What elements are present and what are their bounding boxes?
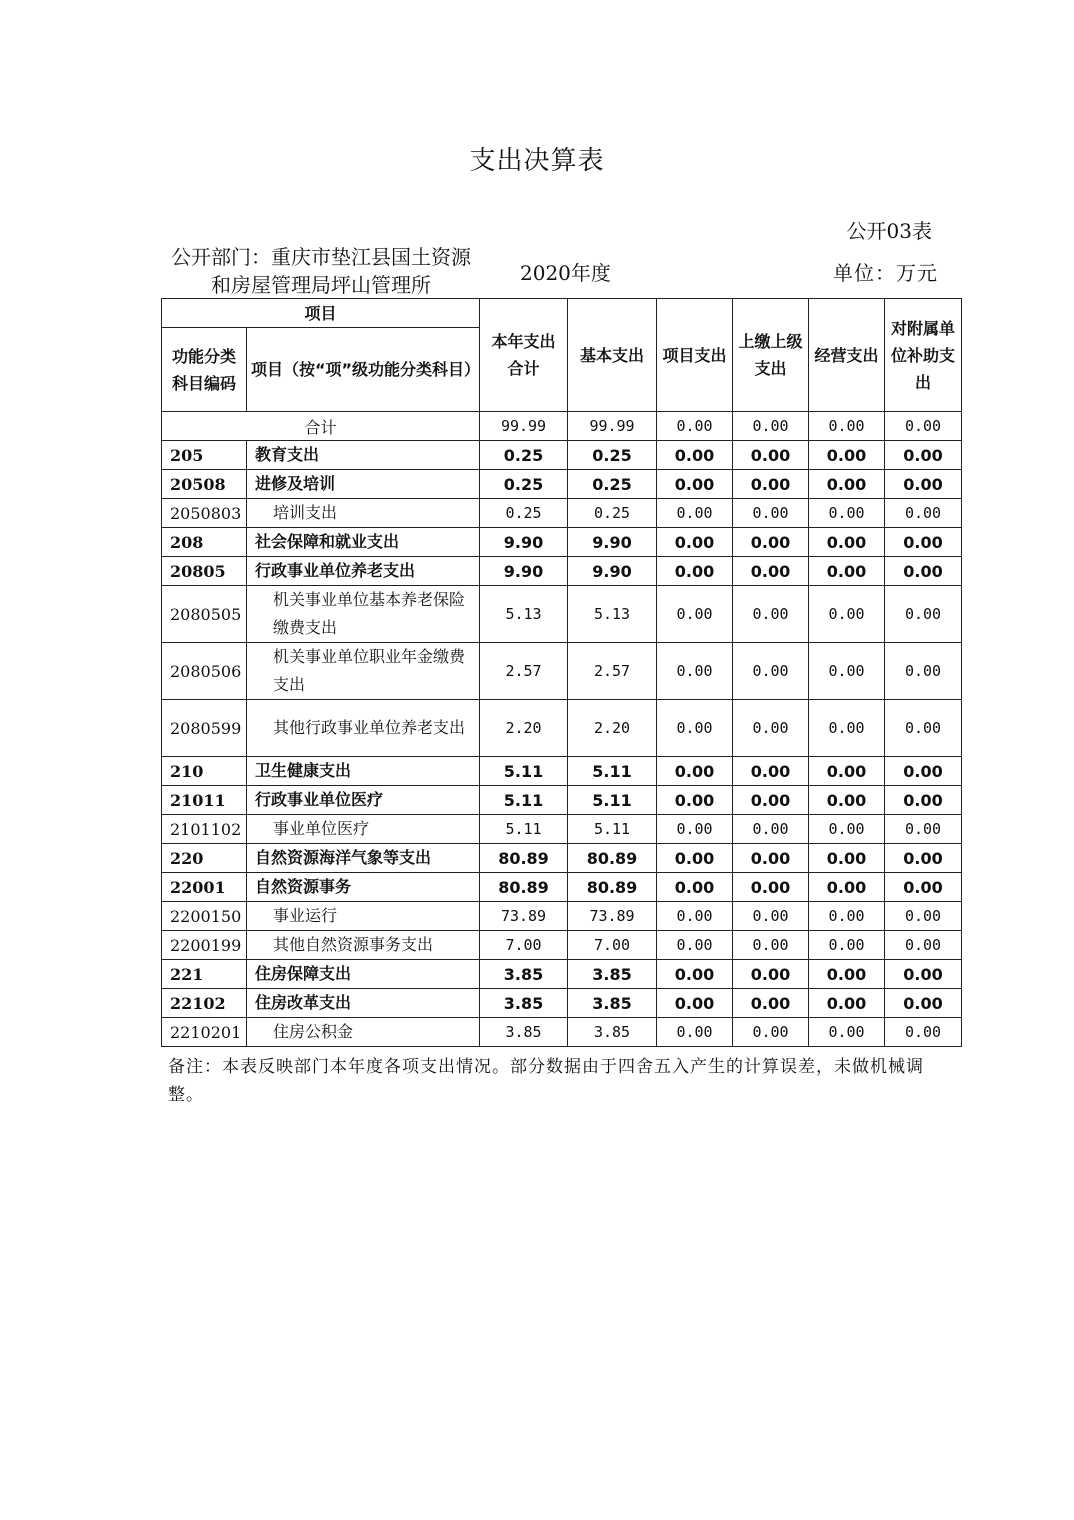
value-cell: 0.00 [885, 873, 962, 902]
value-cell: 2.57 [568, 643, 657, 700]
value-cell: 0.00 [809, 902, 885, 931]
value-cell: 0.00 [809, 989, 885, 1018]
value-cell: 0.00 [885, 499, 962, 528]
header-name: 项目（按“项”级功能分类科目） [247, 328, 480, 412]
name-cell: 住房公积金 [247, 1018, 480, 1047]
code-cell: 20508 [162, 470, 247, 499]
total-label: 合计 [162, 412, 480, 441]
value-cell: 0.25 [568, 441, 657, 470]
table-row [162, 557, 962, 586]
header-basic: 基本支出 [568, 299, 657, 412]
value-cell: 0.00 [809, 931, 885, 960]
value-cell: 0.00 [885, 1018, 962, 1047]
code-cell: 220 [162, 844, 247, 873]
header-project-expense: 项目支出 [657, 299, 733, 412]
value-cell: 0.00 [733, 528, 809, 557]
name-cell: 培训支出 [247, 499, 480, 528]
code-cell: 2080506 [162, 643, 247, 700]
value-cell: 3.85 [568, 960, 657, 989]
name-cell: 行政事业单位养老支出 [247, 557, 480, 586]
value-cell: 5.13 [480, 586, 568, 643]
value-cell: 0.25 [480, 499, 568, 528]
value-cell: 0.00 [885, 470, 962, 499]
value-cell: 0.00 [733, 499, 809, 528]
total-cell: 0.00 [885, 412, 962, 441]
value-cell: 0.00 [885, 960, 962, 989]
value-cell: 0.00 [733, 441, 809, 470]
value-cell: 9.90 [480, 557, 568, 586]
value-cell: 5.11 [568, 757, 657, 786]
table-row [162, 441, 962, 470]
value-cell: 0.00 [733, 931, 809, 960]
code-cell: 2050803 [162, 499, 247, 528]
value-cell: 80.89 [480, 844, 568, 873]
value-cell: 2.57 [480, 643, 568, 700]
code-cell: 2080505 [162, 586, 247, 643]
table-row [162, 528, 962, 557]
value-cell: 0.00 [809, 643, 885, 700]
value-cell: 5.11 [480, 786, 568, 815]
table-row [162, 989, 962, 1018]
value-cell: 0.00 [733, 815, 809, 844]
value-cell: 0.00 [809, 815, 885, 844]
value-cell: 0.00 [885, 557, 962, 586]
name-cell: 社会保障和就业支出 [247, 528, 480, 557]
value-cell: 0.00 [809, 873, 885, 902]
value-cell: 0.00 [733, 643, 809, 700]
table-row [162, 470, 962, 499]
name-cell: 自然资源海洋气象等支出 [247, 844, 480, 873]
name-cell: 住房改革支出 [247, 989, 480, 1018]
value-cell: 5.11 [480, 757, 568, 786]
code-cell: 205 [162, 441, 247, 470]
header-total: 本年支出合计 [480, 299, 568, 412]
value-cell: 0.00 [733, 844, 809, 873]
header-subsidy: 对附属单位补助支出 [885, 299, 962, 412]
name-cell: 机关事业单位职业年金缴费支出 [247, 643, 480, 700]
value-cell: 80.89 [568, 873, 657, 902]
total-cell: 99.99 [480, 412, 568, 441]
header-upper: 上缴上级支出 [733, 299, 809, 412]
value-cell: 0.00 [657, 757, 733, 786]
value-cell: 0.00 [885, 786, 962, 815]
value-cell: 0.00 [657, 441, 733, 470]
total-cell: 99.99 [568, 412, 657, 441]
value-cell: 0.00 [809, 470, 885, 499]
value-cell: 0.00 [809, 528, 885, 557]
value-cell: 0.25 [568, 499, 657, 528]
name-cell: 住房保障支出 [247, 960, 480, 989]
name-cell: 进修及培训 [247, 470, 480, 499]
value-cell: 0.00 [809, 757, 885, 786]
name-cell: 卫生健康支出 [247, 757, 480, 786]
name-cell: 事业单位医疗 [247, 815, 480, 844]
value-cell: 0.00 [733, 1018, 809, 1047]
value-cell: 7.00 [480, 931, 568, 960]
table-row [162, 700, 962, 757]
code-cell: 22001 [162, 873, 247, 902]
value-cell: 0.00 [733, 873, 809, 902]
value-cell: 80.89 [568, 844, 657, 873]
name-cell: 教育支出 [247, 441, 480, 470]
value-cell: 0.00 [733, 902, 809, 931]
value-cell: 73.89 [480, 902, 568, 931]
value-cell: 0.00 [657, 815, 733, 844]
value-cell: 3.85 [480, 1018, 568, 1047]
value-cell: 3.85 [480, 989, 568, 1018]
value-cell: 0.25 [480, 470, 568, 499]
code-cell: 2210201 [162, 1018, 247, 1047]
value-cell: 0.00 [657, 902, 733, 931]
table-row [162, 931, 962, 960]
header-code: 功能分类科目编码 [162, 328, 247, 412]
code-cell: 2080599 [162, 700, 247, 757]
value-cell: 3.85 [480, 960, 568, 989]
table-row [162, 586, 962, 643]
value-cell: 2.20 [480, 700, 568, 757]
footnote: 备注：本表反映部门本年度各项支出情况。部分数据由于四舍五入产生的计算误差，未做机械调整。 [168, 1057, 924, 1105]
value-cell: 0.00 [733, 557, 809, 586]
value-cell: 0.00 [885, 931, 962, 960]
value-cell: 0.00 [657, 844, 733, 873]
value-cell: 0.00 [657, 528, 733, 557]
fiscal-year: 2020年度 [520, 261, 611, 285]
name-cell: 事业运行 [247, 902, 480, 931]
department-label: 公开部门：重庆市垫江县国土资源和房屋管理局坪山管理所 [171, 245, 471, 297]
name-cell: 自然资源事务 [247, 873, 480, 902]
table-row [162, 815, 962, 844]
code-cell: 2200199 [162, 931, 247, 960]
table-row [162, 844, 962, 873]
page-title: 支出决算表 [469, 146, 605, 176]
code-cell: 208 [162, 528, 247, 557]
value-cell: 0.00 [885, 757, 962, 786]
value-cell: 0.00 [657, 470, 733, 499]
value-cell: 0.25 [568, 470, 657, 499]
value-cell: 0.00 [885, 700, 962, 757]
value-cell: 3.85 [568, 989, 657, 1018]
value-cell: 0.00 [657, 499, 733, 528]
header-project: 项目 [162, 299, 480, 328]
code-cell: 221 [162, 960, 247, 989]
value-cell: 0.00 [657, 786, 733, 815]
name-cell: 其他自然资源事务支出 [247, 931, 480, 960]
value-cell: 0.00 [657, 931, 733, 960]
code-cell: 2200150 [162, 902, 247, 931]
value-cell: 0.00 [885, 643, 962, 700]
code-cell: 2101102 [162, 815, 247, 844]
value-cell: 0.00 [733, 700, 809, 757]
code-cell: 22102 [162, 989, 247, 1018]
value-cell: 5.13 [568, 586, 657, 643]
value-cell: 0.00 [657, 643, 733, 700]
value-cell: 0.00 [733, 586, 809, 643]
value-cell: 0.00 [733, 470, 809, 499]
value-cell: 0.00 [733, 960, 809, 989]
value-cell: 0.00 [657, 960, 733, 989]
value-cell: 0.00 [657, 873, 733, 902]
table-row [162, 786, 962, 815]
table-row [162, 499, 962, 528]
total-cell: 0.00 [733, 412, 809, 441]
value-cell: 0.00 [809, 557, 885, 586]
code-cell: 210 [162, 757, 247, 786]
value-cell: 0.00 [809, 844, 885, 873]
value-cell: 0.00 [885, 586, 962, 643]
table-row [162, 757, 962, 786]
value-cell: 0.00 [809, 499, 885, 528]
table-row [162, 1018, 962, 1047]
table-row [162, 873, 962, 902]
value-cell: 0.00 [809, 586, 885, 643]
value-cell: 0.00 [885, 902, 962, 931]
header-operating: 经营支出 [809, 299, 885, 412]
value-cell: 0.00 [885, 989, 962, 1018]
value-cell: 9.90 [480, 528, 568, 557]
value-cell: 0.00 [885, 815, 962, 844]
table-row [162, 902, 962, 931]
name-cell: 其他行政事业单位养老支出 [247, 700, 480, 757]
table-row [162, 960, 962, 989]
value-cell: 0.00 [657, 586, 733, 643]
unit-label: 单位：万元 [833, 261, 938, 285]
total-row [162, 412, 962, 441]
value-cell: 0.00 [657, 700, 733, 757]
value-cell: 0.00 [885, 528, 962, 557]
value-cell: 0.00 [809, 960, 885, 989]
value-cell: 0.00 [733, 757, 809, 786]
value-cell: 0.00 [657, 989, 733, 1018]
value-cell: 5.11 [568, 786, 657, 815]
value-cell: 0.00 [733, 989, 809, 1018]
value-cell: 0.00 [885, 441, 962, 470]
value-cell: 0.00 [657, 1018, 733, 1047]
value-cell: 0.00 [809, 700, 885, 757]
value-cell: 0.00 [657, 557, 733, 586]
total-cell: 0.00 [809, 412, 885, 441]
value-cell: 0.25 [480, 441, 568, 470]
value-cell: 9.90 [568, 528, 657, 557]
value-cell: 5.11 [480, 815, 568, 844]
value-cell: 0.00 [809, 1018, 885, 1047]
expenditure-table [161, 298, 962, 1047]
value-cell: 7.00 [568, 931, 657, 960]
name-cell: 机关事业单位基本养老保险缴费支出 [247, 586, 480, 643]
value-cell: 0.00 [809, 441, 885, 470]
value-cell: 3.85 [568, 1018, 657, 1047]
value-cell: 73.89 [568, 902, 657, 931]
value-cell: 0.00 [809, 786, 885, 815]
value-cell: 2.20 [568, 700, 657, 757]
value-cell: 9.90 [568, 557, 657, 586]
value-cell: 0.00 [733, 786, 809, 815]
value-cell: 80.89 [480, 873, 568, 902]
table-row [162, 643, 962, 700]
code-cell: 21011 [162, 786, 247, 815]
total-cell: 0.00 [657, 412, 733, 441]
code-cell: 20805 [162, 557, 247, 586]
value-cell: 0.00 [885, 844, 962, 873]
form-number: 公开03表 [846, 219, 932, 243]
value-cell: 5.11 [568, 815, 657, 844]
name-cell: 行政事业单位医疗 [247, 786, 480, 815]
